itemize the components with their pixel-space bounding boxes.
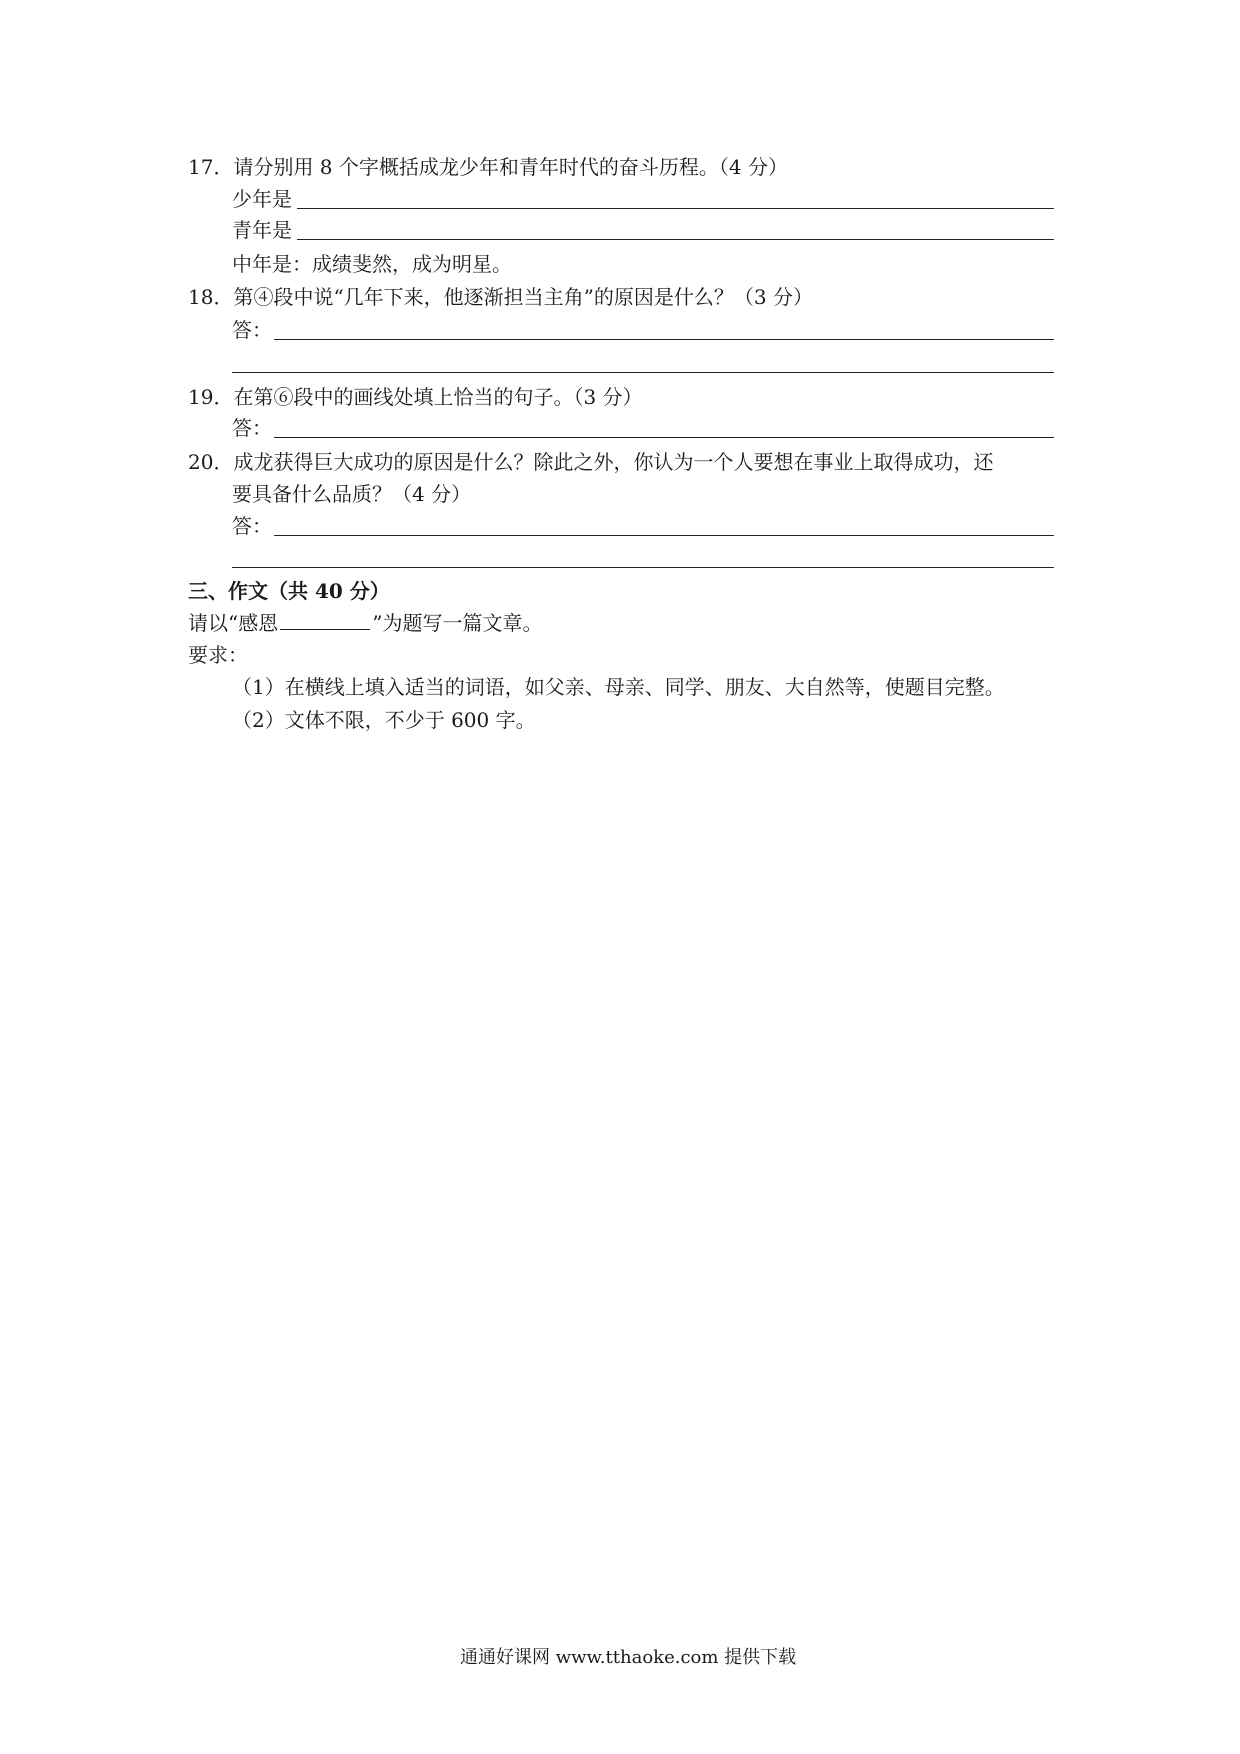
essay-prompt — [188, 609, 542, 637]
middle-age-line: 中年是：成绩斐然，成为明星。 — [232, 252, 512, 276]
requirement-2: （2）文体不限，不少于 600 字。 — [232, 708, 536, 732]
answer-line-18b[interactable] — [232, 372, 1054, 373]
question-19 — [188, 383, 643, 411]
question-text-line1: 成龙获得巨大成功的原因是什么？除此之外，你认为一个人要想在事业上取得成功，还 — [233, 450, 994, 474]
requirements-label: 要求： — [188, 643, 248, 667]
answer-line-young-adult[interactable] — [297, 239, 1054, 240]
question-18 — [188, 283, 813, 311]
answer-line-20a[interactable] — [274, 535, 1054, 536]
question-text: 在第⑥段中的画线处填上恰当的句子。（3 分） — [233, 385, 643, 409]
answer-label: 答： — [232, 416, 272, 440]
answer-line-20b[interactable] — [232, 567, 1054, 568]
youth-label: 少年是 — [232, 187, 292, 211]
page-footer: 通通好课网 www.tthaoke.com 提供下载 — [460, 1647, 797, 1668]
young-adult-label: 青年是 — [232, 218, 292, 242]
answer-line-18a[interactable] — [274, 339, 1054, 340]
answer-line-19[interactable] — [274, 437, 1054, 438]
question-number: 19． — [188, 385, 234, 409]
question-17 — [188, 153, 788, 181]
question-number: 17． — [188, 155, 234, 179]
answer-line-youth[interactable] — [297, 208, 1054, 209]
question-20-line2: 要具备什么品质？（4 分） — [232, 482, 472, 506]
question-number: 18． — [188, 285, 234, 309]
essay-prompt-before: 请以“感恩 — [188, 611, 279, 635]
answer-label: 答： — [232, 318, 272, 342]
requirement-1: （1）在横线上填入适当的词语，如父亲、母亲、同学、朋友、大自然等，使题目完整。 — [232, 675, 1005, 699]
question-text: 第④段中说“几年下来，他逐渐担当主角”的原因是什么？（3 分） — [233, 285, 813, 309]
essay-title-blank[interactable] — [280, 609, 370, 630]
answer-label: 答： — [232, 514, 272, 538]
question-text: 请分别用 8 个字概括成龙少年和青年时代的奋斗历程。（4 分） — [233, 155, 788, 179]
essay-prompt-after: ”为题写一篇文章。 — [372, 611, 543, 635]
question-number: 20． — [188, 450, 234, 474]
question-20 — [188, 448, 993, 476]
essay-section-title: 三、作文（共 40 分） — [188, 579, 390, 603]
